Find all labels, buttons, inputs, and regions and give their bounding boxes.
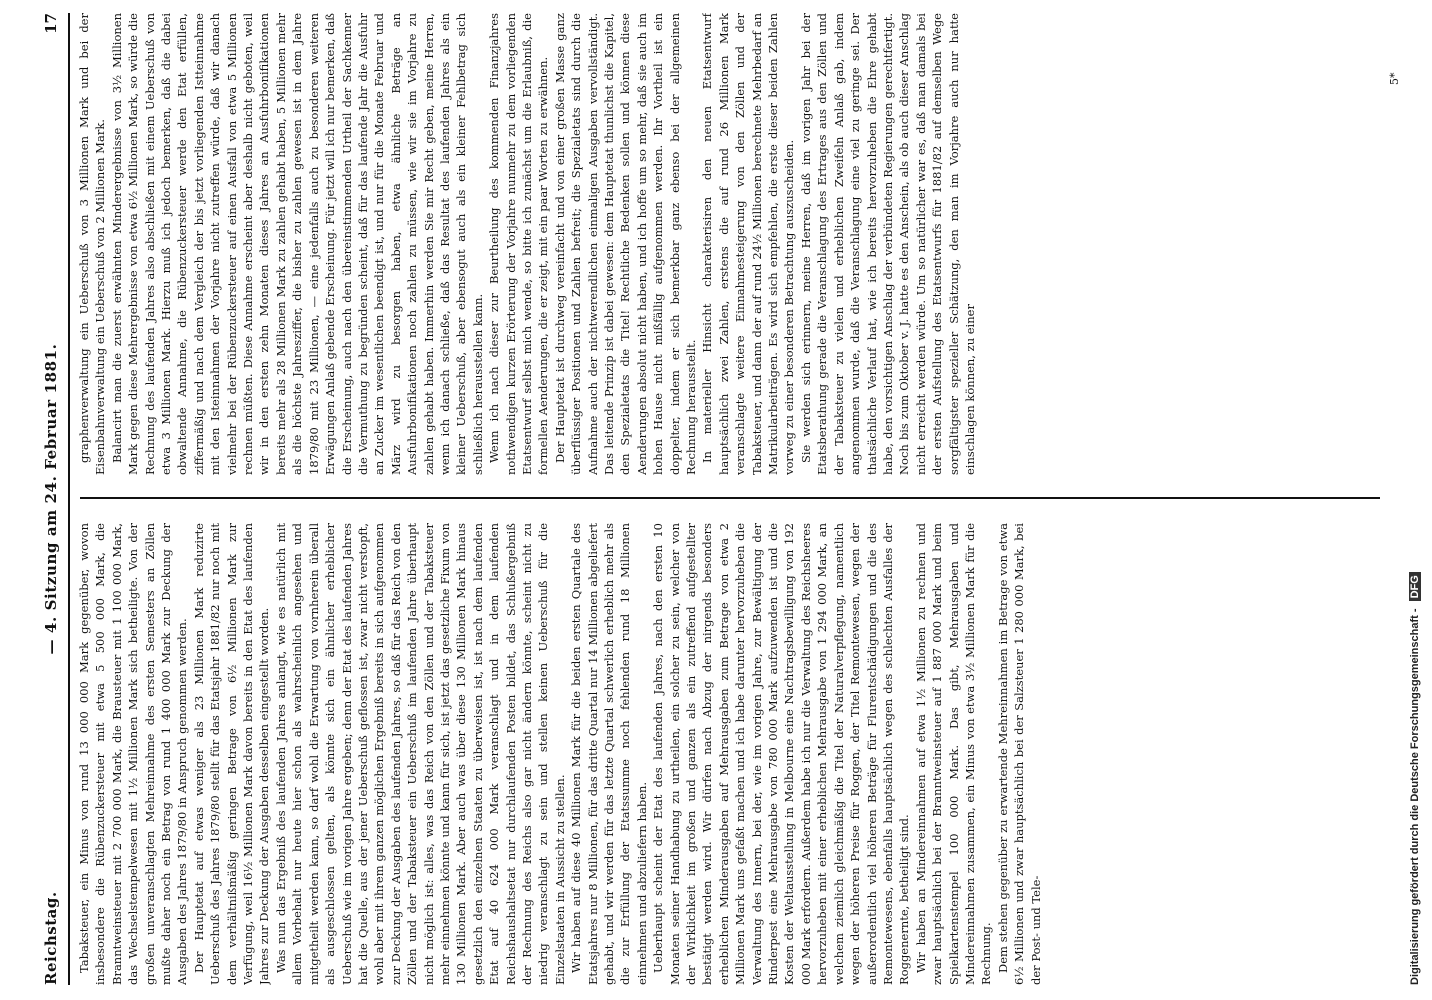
paragraph: Der Hauptetat ist durchweg vereinfacht und von einer großen Masse ganz überflüssiger Positionen und Zahlen befreit; die Spezialetats sind durch die Aufnahme auch der nichtwerendlichen einmaligen Ausgaben vervollständigt. Das leitende Prinzip ist dabei gewesen: dem Hauptetat thunlichst die Kapitel, den Spezialetats die Titel! Rechtliche Bedenken sollen und können diese Aenderungen absolut nicht haben, und ich hoffe um so mehr, daß sie auch im hohen Hause nicht mißfällig aufgenommen werden. Ihr Vortheil ist ein doppelter, indem er sich bemerkbar ganz ebenso bei der allgemeinen Rechnung herausstellt. (552, 13, 699, 475)
column-divider (80, 497, 1380, 499)
paragraph: Ueberhaupt scheint der Etat des laufenden Jahres, nach den ersten 10 Monaten seiner Handhabung zu urtheilen, ein solcher zu sein, welcher von der Wirklichkeit im großen und ganzen als ein zutreffend aufgestellter bestätigt werden wird. Wir dürfen nach Abzug der nirgends besonders erheblichen Minderausgaben auf Mehrausgaben zum Betrage von etwa 2 Millionen Mark uns gefaßt machen und ich habe darunter hervorzuheben die Verwaltung des Innern, bei der, wie im vorigen Jahre, zur Bewältigung der Rinderpest eine Mehrausgabe von 780 000 Mark aufzuwenden ist und die Kosten der Weltausstellung in Melbourne eine Nachtragsbewilligung von 192 000 Mark erfordern. Außerdem habe ich nur die Verwaltung des Reichsheeres hervorzuheben mit einer erheblichen Mehrausgabe von 1 294 000 Mark, an welchem ziemlich gleichmäßig die Titel der Naturalverpflegung, namentlich wegen der höheren Preise für Roggen, der Titel Remontewesen, wegen der außerordentlich viel höheren Beträge für Flurentschädigungen und die des Remontewesens, ebenfalls hauptsächlich wegen des schlechten Ausfalles der Roggenernte, betheiligt sind. (651, 523, 912, 985)
paragraph: Dem stehen gegenüber zu erwartende Mehreinnahmen im Betrage von etwa 6½ Millionen und zwar hauptsächlich bei der Salzsteuer 1 280 000 Mark, bei der Post- und Tele- (995, 523, 1043, 985)
digitization-notice-text: Digitalisierung gefördert durch die Deutsche Forschungsgemeinschaft - (1409, 608, 1421, 985)
running-head: Reichstag. (42, 891, 60, 985)
page-number: 17 (42, 13, 60, 34)
paragraph: In materieller Hinsicht charakterisiren den neuen Etatsentwurf hauptsächlich zwei Zahlen, erstens die auf rund 26 Millionen Mark veranschlagte weitere Einnahmesteigerung von den Zöllen und der Tabaksteuer, und dann der auf rund 24½ Millionen berechnete Mehrbedarf an Matrikularbeiträgen. Es wird sich empfehlen, die erste dieser beiden Zahlen vorweg zu einer besonderen Betrachtung auszuscheiden. (700, 13, 797, 475)
session-title: — 4. Sitzung am 24. Februar 1881. (42, 343, 60, 655)
paragraph: Wenn ich nach dieser zur Beurtheilung des kommenden Finanzjahres nothwendigen kurzen Erörterung der Vorjahre nunmehr zu dem vorliegenden Etatsentwurf selbst mich wende, so bitte ich zunächst um die Erlaubniß, die formellen Aenderungen, die er zeigt, mit ein paar Worten zu erwähnen. (487, 13, 551, 475)
signature-mark: 5* (1388, 72, 1401, 85)
header-rule (68, 13, 70, 985)
paragraph: Balancirt man die zuerst erwähnten Minderergebnisse von 3½ Millionen Mark gegen diese Mehrergebnisse von etwa 6½ Millionen Mark, so würde die Rechnung des laufenden Jahres also abschließen mit einem Ueberschuß von etwa 3 Millionen Mark. Hierzu muß ich jedoch bemerken, daß die dabei obwaltende Annahme, die Rübenzuckersteuer werde den Etat erfüllen, ziffermäßig und nach dem Vergleich der bis jetzt vorliegenden Istteinnahme mit den Isteinnahmen der Vorjahre nicht zutreffen würde, daß wir danach vielmehr bei der Rübenzuckersteuer auf einen Ausfall von etwa 5 Millionen rechnen müßten. Diese Annahme erscheint aber deshalb nicht geboten, weil wir in den ersten zehn Monaten dieses Jahres an Ausfuhrbonifikationen bereits mehr als 28 Millionen Mark zu zahlen gehabt haben, 5 Millionen mehr als die höchste Jahresziffer, die bisher zu zahlen gewesen ist in dem Jahre 1879/80 mit 23 Millionen, — eine jedenfalls auch zu besonderen weiteren Erwägungen Anlaß gebende Erscheinung. Für jetzt will ich nur bemerken, daß die Erscheinung, auch nach den übereinstimmenden Urtheil der Sachkenner die Vermuthung zu begründen scheint, daß für das laufende Jahr die Ausfuhr an Zucker im wesentlichen beendigt ist, und nur für die Monate Februar und März wird zu besorgen haben, etwa ähnliche Beträge an Ausfuhrbonifikationen noch zahlen zu müssen, wie wir sie im Vorjahre zu zahlen gehabt haben. Immerhin werden Sie mir Recht geben, meine Herren, wenn ich danach schließe, daß das Resultat des laufenden Jahres als ein kleiner Ueberschuß, aber ebensogut auch als ein kleiner Fehlbetrag sich schließlich herausstellen kann. (109, 13, 485, 475)
page-header (40, 13, 66, 985)
paragraph: graphenverwaltung ein Ueberschuß von 3 Millionen Mark und bei der Eisenbahnverwaltung ein Ueberschuß von 2 Millionen Mark. (77, 13, 108, 475)
paragraph: Wir haben an Mindereinnahmen auf etwa 1½ Millionen zu rechnen und zwar hauptsächlich bei der Branntweinsteuer auf 1 887 000 Mark und beim Spielkartenstempel 100 000 Mark. Das gibt, Mehrausgaben und Mindereinnahmen zusammen, ein Minus von etwa 3½ Millionen Mark für die Rechnung. (913, 523, 994, 985)
right-text-column (76, 13, 1406, 475)
paragraph: Tabaksteuer, ein Minus von rund 13 000 000 Mark gegenüber, wovon insbesondere die Rübenzuckersteuer mit etwa 5 500 000 Mark, die Branntweinsteuer mit 2 700 000 Mark, die Brausteuer mit 1 100 000 Mark, das Wechselstempelwesen mit 1½ Millionen Mark sich betheiligte. Von der großen unveranschlagten Mehreinnahme des ersten Semesters an Zöllen mußte daher noch ein Betrag von rund 1 400 000 Mark zur Deckung der Ausgaben des Jahres 1879/80 in Anspruch genommen werden. (77, 523, 190, 985)
rotated-document-page (40, 13, 1416, 985)
digitization-notice (1409, 5, 1431, 985)
paragraph: Wir haben auf diese 40 Millionen Mark für die beiden ersten Quartale des Etatsjahres nur 8 Millionen, für das dritte Quartal nur 14 Millionen abgeliefert gehabt, und wir werden für das letzte Quartal schwerlich erheblich mehr als die zur Erfüllung der Etatssumme noch fehlenden rund 18 Millionen einnehmen und abzuliefern haben. (569, 523, 649, 985)
left-text-column (76, 523, 1406, 985)
paragraph: Der Hauptetat auf etwas weniger als 23 Millionen Mark reduzirte Ueberschuß des Jahres 1879/80 stellt für das Etatsjahr 1881/82 nur noch mit dem verhältnißmäßig geringen Betrage von 6½ Millionen Mark zur Verfügung, weil 16½ Millionen Mark davon bereits in den Etat des laufenden Jahres zur Deckung der Ausgaben desselben eingestellt worden. (191, 523, 272, 985)
paragraph: Sie werden sich erinnern, meine Herren, daß im vorigen Jahr bei der Etatsberathung gerade die Veranschlagung des Ertrages aus den Zöllen und der Tabaksteuer zu vielen und erheblichen Zweifeln Anlaß gab, indem angenommen wurde, daß die Veranschlagung eine viel zu geringe sei. Der thatsächliche Verlauf hat, wie ich bereits hervorzuheben die Ehre gehabt habe, den vorsichtigen Anschlag der verbündeten Regierungen gerechtfertigt. Noch bis zum Oktober v. J. hatte es den Anschein, als ob auch dieser Anschlag nicht erreicht werden würde. Um so natürlicher war es, daß man damals bei der ersten Aufstellung des Etatsentwurfs für 1881/82 auf demselben Wege sorgfältigster spezieller Schätzung, den man im Vorjahre auch nur hatte einschlagen können, zu einer (798, 13, 977, 475)
dfg-logo: DFG (1409, 572, 1421, 601)
paragraph: Was nun das Ergebniß des laufenden Jahres anlangt, wie es natürlich mit allem Vorbehalt nur heute hier schon als wahrscheinlich angesehen und mitgetheilt werden kann, so darf wohl die Erwartung von vornherein überall als ausgeschlossen gelten, als könnte sich ein ähnlicher erheblicher Ueberschuß wie im vorigen Jahre ergeben; denn der Etat des laufenden Jahres hat die Quelle, aus der jener Ueberschuß geflossen ist, zwar nicht verstopft, wohl aber mit ihrem ganzen möglichen Ergebniß bereits in sich aufgenommen zur Deckung der Ausgaben des laufenden Jahres, so daß für das Reich von den Zöllen und der Tabaksteuer ein Ueberschuß im laufenden Jahre überhaupt nicht möglich ist: alles, was das Reich von den Zöllen und der Tabaksteuer mehr einnehmen könnte und kann für sich, ist jetzt das gesetzliche Fixum von 130 Millionen Mark. Aber auch was über diese 130 Millionen Mark hinaus gesetzlich den einzelnen Staaten zu überweisen ist, ist nach dem laufenden Etat auf 40 624 000 Mark veranschlagt und in dem laufenden Reichshaushaltsetat nur durchlaufenden Posten bildet, das Schlußergebniß der Rechnung des Reichs also gar nicht ändern könnte, scheint nicht zu niedrig veranschlagt zu sein und stellen keinen Ueberschuß für die Einzelstaaten in Aussicht zu stellen. (273, 523, 567, 985)
